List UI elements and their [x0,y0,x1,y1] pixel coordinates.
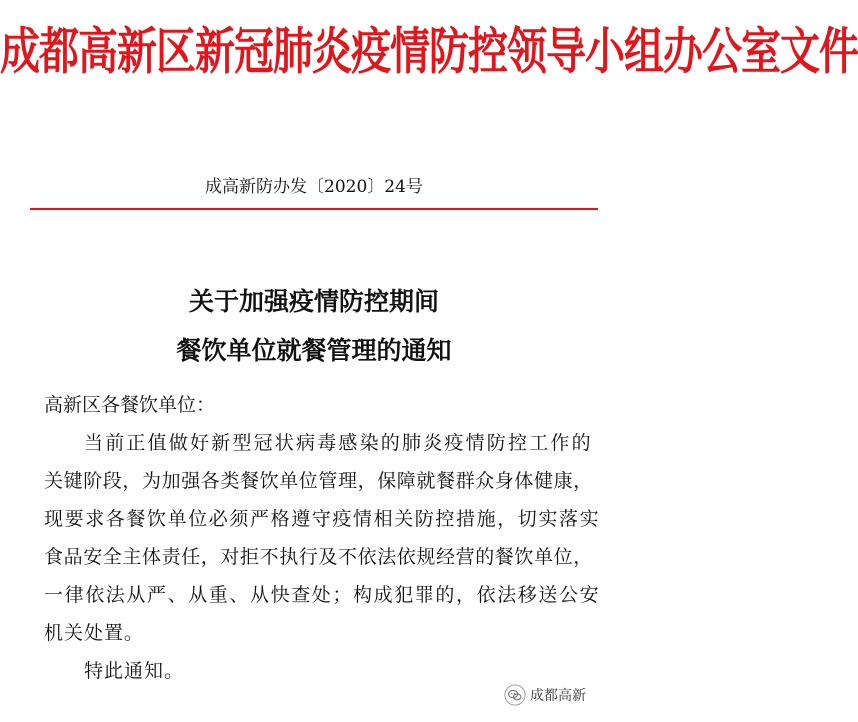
notice-title-line-2: 餐饮单位就餐管理的通知 [176,336,452,365]
watermark-text: 成都高新 [530,688,586,704]
document-header-title: 成都高新区新冠肺炎疫情防控领导小组办公室文件 [0,22,858,81]
body-line-4: 食品安全主体责任，对拒不执行及不依法依规经营的餐饮单位， [44,546,593,568]
body-line-3: 现要求各餐饮单位必须严格遵守疫情相关防控措施，切实落实 [44,508,601,530]
body-line-5: 一律依法从严、从重、从快查处；构成犯罪的，依法移送公安 [44,584,601,606]
wechat-icon [504,684,526,706]
body-line-2: 关键阶段，为加强各类餐饮单位管理，保障就餐群众身体健康， [44,470,593,492]
document-number: 成高新防办发〔2020〕24号 [205,177,423,197]
source-watermark [504,684,586,706]
closing-line: 特此通知。 [84,660,185,682]
body-line-1: 当前正值做好新型冠状病毒感染的肺炎疫情防控工作的 [84,432,593,454]
header-red-rule [30,208,598,210]
notice-title-line-1: 关于加强疫情防控期间 [188,287,439,316]
body-line-6: 机关处置。 [44,622,145,644]
salutation: 高新区各餐饮单位： [44,394,216,416]
